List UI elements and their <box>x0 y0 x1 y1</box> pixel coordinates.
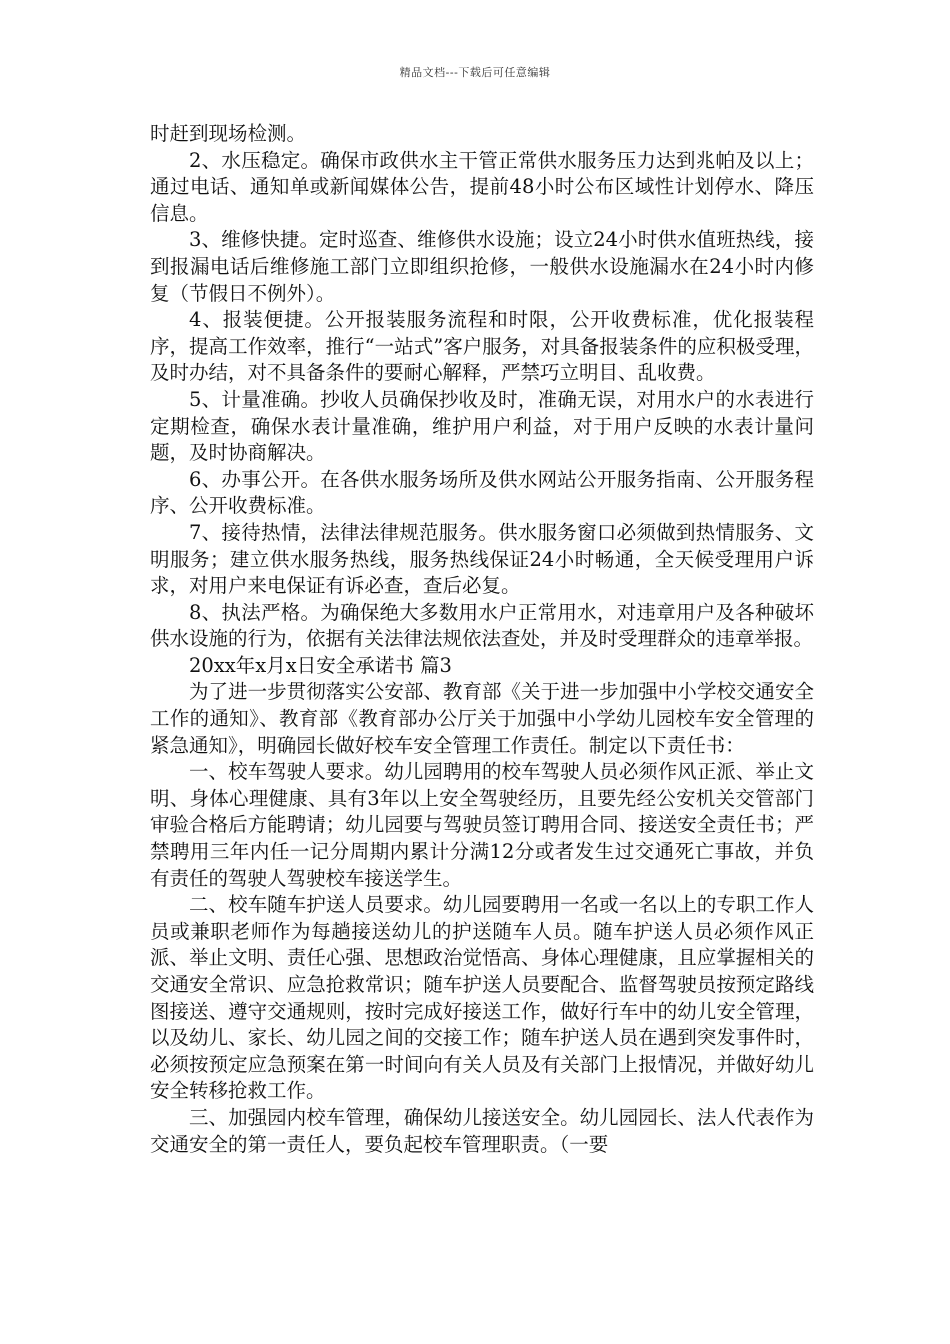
paragraph-reception: 7、接待热情，法律法律规范服务。供水服务窗口必须做到热情服务、文明服务；建立供水服务热线，服务热线保证24小时畅通，全天候受理用户诉求，对用户来电保证有诉必查，查后必复。 <box>150 520 814 598</box>
document-body <box>150 121 814 1158</box>
paragraph-metering: 5、计量准确。抄收人员确保抄收及时，准确无误，对用水户的水表进行定期检查，确保水表计量准确，维护用户利益，对于用户反映的水表计量问题，及时协商解决。 <box>150 387 814 465</box>
paragraph-water-pressure: 2、水压稳定。确保市政供水主干管正常供水服务压力达到兆帕及以上；通过电话、通知单或新闻媒体公告，提前48小时公布区域性计划停水、降压信息。 <box>150 148 814 225</box>
page-header: 精品文档---下载后可任意编辑 <box>399 66 551 79</box>
paragraph-intro: 为了进一步贯彻落实公安部、教育部《关于进一步加强中小学校交通安全工作的通知》、教育部《教育部办公厅关于加强中小学幼儿园校车安全管理的紧急通知》，明确园长做好校车安全管理工作责任。制定以下责任书： <box>150 680 814 757</box>
paragraph-openness: 6、办事公开。在各供水服务场所及供水网站公开服务指南、公开服务程序、公开收费标准。 <box>150 467 814 518</box>
paragraph-continuation: 时赶到现场检测。 <box>150 122 307 145</box>
paragraph-enforcement: 8、执法严格。为确保绝大多数用水户正常用水，对违章用户及各种破坏供水设施的行为，依据有关法律法规依法查处，并及时受理群众的违章举报。 <box>150 600 814 651</box>
paragraph-escort-requirements: 二、校车随车护送人员要求。幼儿园要聘用一名或一名以上的专职工作人员或兼职老师作为每趟接送幼儿的护送随车人员。随车护送人员必须作风正派、举止文明、责任心强、思想政治觉悟高、身体心理健康，且应掌握相关的交通安全常识、应急抢救常识；随车护送人员要配合、监督驾驶员按预定路线图接送、遵守交通规则，按时完成好接送工作，做好行车中的幼儿安全管理，以及幼儿、家长、幼儿园之间的交接工作；随车护送人员在遇到突发事件时，必须按预定应急预案在第一时间向有关人员及有关部门上报情况，并做好幼儿安全转移抢救工作。 <box>150 893 814 1103</box>
paragraph-installation: 4、报装便捷。公开报装服务流程和时限，公开收费标准，优化报装程序，提高工作效率，推行“一站式”客户服务，对具备报装条件的应积极受理，及时办结，对不具备条件的要耐心解释，严禁巧立明目、乱收费。 <box>150 308 814 385</box>
section-heading: 20xx年x月x日安全承诺书 篇3 <box>189 653 452 677</box>
paragraph-bus-management: 三、加强园内校车管理，确保幼儿接送安全。幼儿园园长、法人代表作为交通安全的第一责任人，要负起校车管理职责。（一要 <box>150 1105 814 1156</box>
paragraph-driver-requirements: 一、校车驾驶人要求。幼儿园聘用的校车驾驶人员必须作风正派、举止文明、身体心理健康、具有3年以上安全驾驶经历，且要先经公安机关交管部门审验合格后方能聘请；幼儿园要与驾驶员签订聘用合同、接送安全责任书；严禁聘用三年内任一记分周期内累计分满12分或者发生过交通死亡事故，并负有责任的驾驶人驾驶校车接送学生。 <box>150 760 814 890</box>
paragraph-repair: 3、维修快捷。定时巡查、维修供水设施；设立24小时供水值班热线，接到报漏电话后维修施工部门立即组织抢修，一般供水设施漏水在24小时内修复（节假日不例外）。 <box>150 228 814 305</box>
